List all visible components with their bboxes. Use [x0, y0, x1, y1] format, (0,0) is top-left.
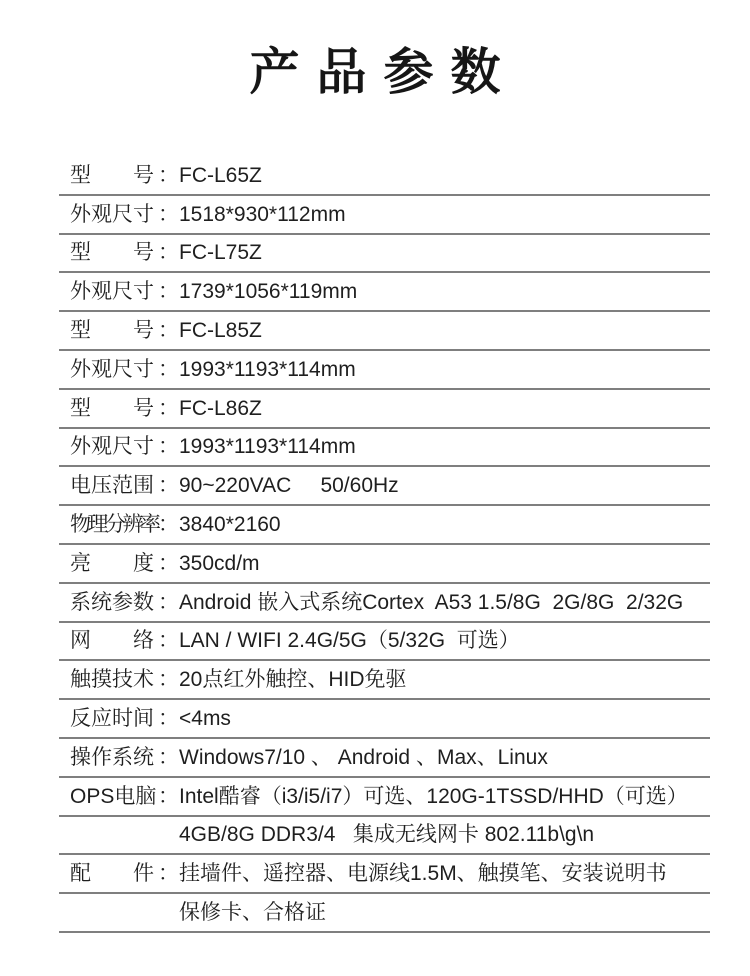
spec-row	[59, 855, 710, 894]
spec-value: LAN / WIFI 2.4G/5G（5/32G 可选）	[179, 629, 520, 653]
spec-colon: ：	[158, 745, 179, 769]
spec-label: 型 号	[70, 241, 154, 265]
spec-row	[59, 817, 710, 856]
spec-colon: ：	[158, 862, 179, 886]
spec-row	[59, 196, 710, 235]
spec-row	[59, 545, 710, 584]
spec-row	[59, 700, 710, 739]
spec-row	[59, 506, 710, 545]
spec-row	[59, 312, 710, 351]
spec-row	[59, 623, 710, 662]
spec-value: 20点红外触控、HID免驱	[179, 668, 407, 692]
spec-colon: ：	[158, 163, 179, 187]
spec-value: 1518*930*112mm	[179, 202, 346, 226]
spec-value: FC-L65Z	[179, 163, 262, 187]
spec-label: 外观尺寸	[70, 357, 154, 381]
spec-colon: ：	[158, 551, 179, 575]
spec-value: <4ms	[179, 707, 231, 731]
spec-colon: ：	[158, 513, 179, 537]
spec-colon: ：	[158, 202, 179, 226]
spec-value: 4GB/8G DDR3/4 集成无线网卡 802.11b\g\n	[179, 823, 595, 847]
spec-row	[59, 235, 710, 274]
spec-colon: ：	[158, 784, 179, 808]
spec-colon: ：	[158, 707, 179, 731]
spec-value: 3840*2160	[179, 513, 281, 537]
spec-table	[59, 157, 710, 933]
spec-label: 亮 度	[70, 551, 154, 575]
spec-value: FC-L86Z	[179, 396, 262, 420]
spec-label: 电压范围	[70, 474, 154, 498]
spec-row	[59, 894, 710, 933]
spec-colon: ：	[158, 357, 179, 381]
spec-row	[59, 390, 710, 429]
spec-label: 型 号	[70, 396, 154, 420]
spec-label: 配 件	[70, 862, 154, 886]
spec-colon: ：	[158, 629, 179, 653]
spec-value: 90~220VAC 50/60Hz	[179, 474, 399, 498]
spec-label: 外观尺寸	[70, 435, 154, 459]
page-title: 产品参数	[249, 44, 518, 100]
spec-row	[59, 739, 710, 778]
spec-value: FC-L85Z	[179, 319, 262, 343]
spec-value: 1739*1056*119mm	[179, 280, 358, 304]
spec-colon: ：	[158, 396, 179, 420]
spec-label: 触摸技术	[70, 668, 154, 692]
spec-row	[59, 157, 710, 196]
spec-label: 反应时间	[70, 707, 154, 731]
spec-row	[59, 429, 710, 468]
spec-label: 系统参数	[70, 590, 154, 614]
spec-value: 1993*1193*114mm	[179, 435, 356, 459]
spec-label: 型 号	[70, 319, 154, 343]
spec-row	[59, 584, 710, 623]
spec-value: Intel酷睿（i3/i5/i7）可选、120G-1TSSD/HHD（可选）	[179, 784, 688, 808]
spec-value: 保修卡、合格证	[179, 901, 326, 925]
spec-label: 物理分辨率	[70, 513, 158, 537]
spec-colon: ：	[158, 474, 179, 498]
spec-colon: ：	[158, 280, 179, 304]
spec-row	[59, 351, 710, 390]
spec-row	[59, 661, 710, 700]
spec-colon: ：	[158, 435, 179, 459]
spec-value: Android 嵌入式系统Cortex A53 1.5/8G 2G/8G 2/32G	[179, 590, 684, 614]
spec-value: Windows7/10 、 Android 、Max、Linux	[179, 745, 548, 769]
spec-colon: ：	[158, 319, 179, 343]
spec-value: 350cd/m	[179, 551, 260, 575]
spec-row	[59, 467, 710, 506]
spec-label: 外观尺寸	[70, 202, 154, 226]
spec-label: 型 号	[70, 163, 154, 187]
spec-label: 操作系统	[70, 745, 154, 769]
spec-value: FC-L75Z	[179, 241, 262, 265]
spec-label: 网 络	[70, 629, 154, 653]
spec-label: OPS电脑	[70, 784, 157, 808]
spec-colon: ：	[158, 668, 179, 692]
spec-value: 挂墙件、遥控器、电源线1.5M、触摸笔、安装说明书	[179, 862, 667, 886]
spec-row	[59, 778, 710, 817]
spec-colon: ：	[158, 241, 179, 265]
spec-value: 1993*1193*114mm	[179, 357, 356, 381]
spec-row	[59, 273, 710, 312]
spec-colon: ：	[158, 590, 179, 614]
spec-label: 外观尺寸	[70, 280, 154, 304]
